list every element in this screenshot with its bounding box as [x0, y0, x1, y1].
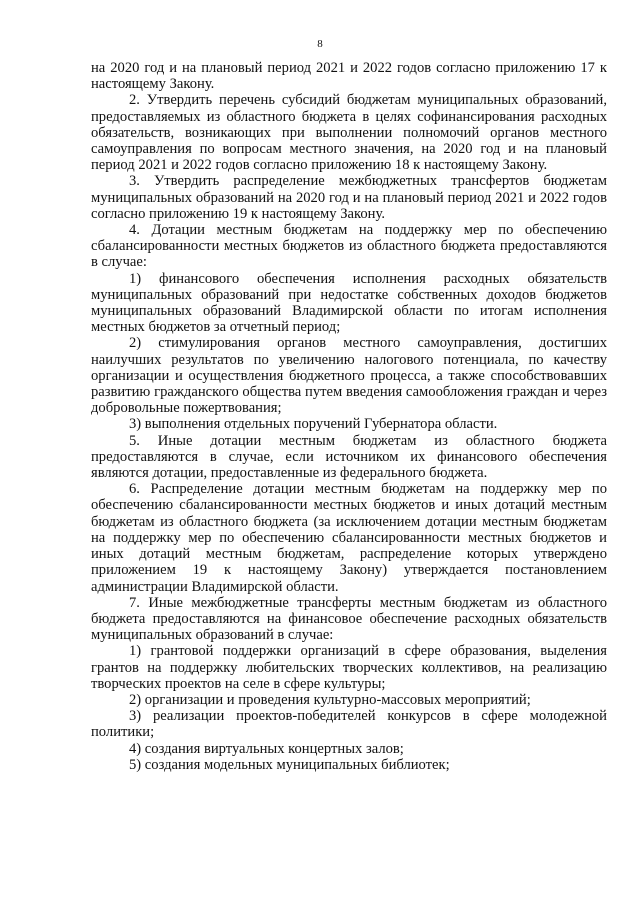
paragraph-item-4: 4. Дотации местным бюджетам на поддержку мер по обеспечению сбалансированности местных бюджетов из областного бюджета предоставляются в случае: — [91, 222, 607, 271]
paragraph-item-3: 3. Утвердить распределение межбюджетных трансфертов бюджетам муниципальных образований на 2020 год и на плановый период 2021 и 2022 годов согласно приложению 19 к настоящему Закону. — [91, 173, 607, 222]
subitem-7-4: 4) создания виртуальных концертных залов; — [129, 740, 404, 757]
subitem-4-1: 1) финансового обеспечения исполнения расходных обязательств муниципальных образований при недостатке собственных доходов бюджетов муниципальных образований Владимирской области по итогам исполнения местных бюджетов за отчетный период; — [91, 270, 607, 336]
subitem-4-3: 3) выполнения отдельных поручений Губернатора области. — [129, 416, 498, 433]
subitem-7-2: 2) организации и проведения культурно-массовых мероприятий; — [129, 691, 531, 708]
subitem-7-5: 5) создания модельных муниципальных библиотек; — [129, 756, 450, 773]
document-body — [91, 60, 607, 773]
paragraph-item-7: 7. Иные межбюджетные трансферты местным бюджетам из областного бюджета предоставляются на финансовое обеспечение расходных обязательств муниципальных образований в случае: — [91, 594, 607, 644]
subitem-7-1: 1) грантовой поддержки организаций в сфере образования, выделения грантов на поддержку любительских творческих коллективов, на реализацию творческих проектов на селе в сфере культуры; — [91, 643, 607, 692]
subitem-4-2: 2) стимулирования органов местного самоуправления, достигших наилучших результатов по увеличению налогового потенциала, по качеству организации и осуществления бюджетного процесса, а также способствовавших развитию гражданского общества путем введения самообложения граждан и через добровольные пожертвования; — [91, 335, 607, 417]
page-number: 8 — [317, 38, 323, 50]
subitem-7-3: 3) реализации проектов-победителей конкурсов в сфере молодежной политики; — [91, 708, 607, 741]
paragraph-item-6: 6. Распределение дотации местным бюджетам на поддержку мер по обеспечению сбалансированности местных бюджетов и иных дотаций местным бюджетам из областного бюджета (за исключением дотации местным бюджетам на поддержку мер по обеспечению сбалансированности местных бюджетов и иных дотаций местным бюджетам, распределение которых утверждено приложением 19 к настоящему Закону) утверждается постановлением администрации Владимирской области. — [91, 481, 607, 595]
paragraph-item-2: 2. Утвердить перечень субсидий бюджетам муниципальных образований, предоставляемых из областного бюджета в целях софинансирования расходных обязательств, возникающих при выполнении полномочий органов местного самоуправления по вопросам местного значения, на 2020 год и на плановый период 2021 и 2022 годов согласно приложению 18 к настоящему Закону. — [91, 92, 607, 174]
paragraph-item-5: 5. Иные дотации местным бюджетам из областного бюджета предоставляются в случае, если источником их финансового обеспечения являются дотации, предоставленные из федерального бюджета. — [91, 432, 607, 482]
paragraph-continuation: на 2020 год и на плановый период 2021 и 2022 годов согласно приложению 17 к настоящему Закону. — [91, 60, 607, 93]
